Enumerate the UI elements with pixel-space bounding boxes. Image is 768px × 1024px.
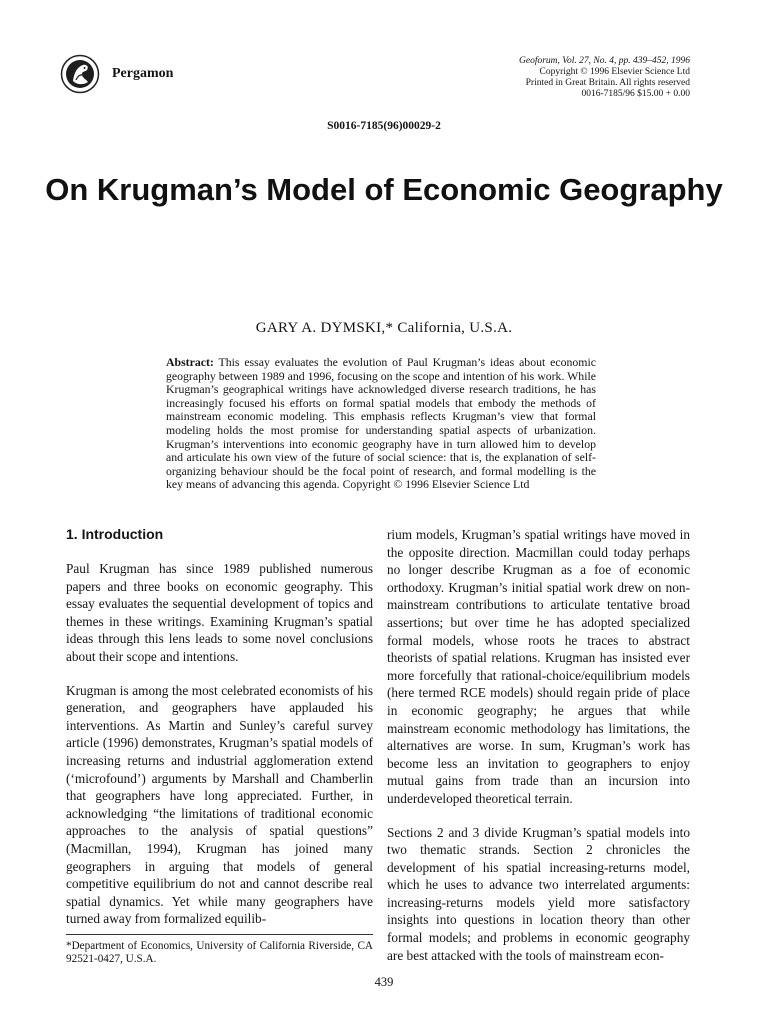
- body-paragraph: Paul Krugman has since 1989 published numerous papers and three books on economic geography. This essay evaluates the sequential development of topics and themes in these writings. Examining Krugman’s spatial ideas through this lens leads to some novel conclusions about their scope and intentions.: [66, 561, 373, 664]
- abstract: [166, 356, 596, 492]
- article-title: On Krugman’s Model of Economic Geography: [45, 172, 723, 207]
- abstract-text: This essay evaluates the evolution of Paul Krugman’s ideas about economic geography between 1989 and 1996, focusing on the scope and intention of his work. While Krugman’s geographical writings have acknowledged diverse research traditions, he has increasingly focused his efforts on formal spatial models that embody the methods of mainstream economic modeling. This emphasis reflects Krugman’s view that formal modeling holds the most promise for understanding spatial aspects of urbanization. Krugman’s interventions into economic geography have in turn allowed him to develop and articulate his own view of the future of social science: that is, the explanation of self-organizing behaviour should be the focal point of research, and formal modelling is the key means of advancing this agenda. Copyright © 1996 Elsevier Science Ltd: [166, 355, 596, 492]
- citation-line: 0016-7185/96 $15.00 + 0.00: [581, 89, 690, 99]
- journal-citation: [430, 56, 690, 100]
- footnote-divider: [66, 934, 373, 935]
- article-identifier: S0016-7185(96)00029-2: [327, 120, 441, 132]
- left-column: [66, 560, 373, 944]
- citation-line: Printed in Great Britain. All rights reserved: [525, 78, 690, 88]
- citation-line: Geoforum, Vol. 27, No. 4, pp. 439–452, 1996: [519, 56, 690, 66]
- body-paragraph: Sections 2 and 3 divide Krugman’s spatial models into two thematic strands. Section 2 chronicles the development of his spatial increasing-returns model, which he uses to advance two interrelated arguments: increasing-returns models yield more satisfactory insights into questions in location theory than other formal models; and problems in economic geography are best attacked with the tools of mainstream econ-: [387, 824, 690, 963]
- abstract-label: Abstract:: [166, 355, 214, 369]
- section-heading: 1. Introduction: [66, 526, 164, 542]
- body-paragraph: Krugman is among the most celebrated economists of his generation, and geographers have applauded his interventions. As Martin and Sunley’s careful survey article (1996) demonstrates, Krugman’s spatial models of increasing returns and industrial agglomeration extend (‘microfound’) arguments by Marshall and Chamberlin that geographers have long appreciated. Further, in acknowledging “the limitations of traditional economic approaches to the analysis of spatial questions” (Macmillan, 1994), Krugman has joined many geographers in arguing that models of general competitive equilibrium do not and cannot describe real spatial dynamics. Yet while many geographers have turned away from formalized equilib-: [66, 682, 373, 927]
- publisher-name: Pergamon: [112, 66, 174, 81]
- right-column: [387, 526, 690, 980]
- author-footnote: *Department of Economics, University of California Riverside, CA 92521-0427, U.S.A.: [66, 940, 373, 965]
- body-paragraph: rium models, Krugman’s spatial writings have moved in the opposite direction. Macmillan could today perhaps no longer describe Krugman as a foe of economic orthodoxy. Krugman’s initial spatial work drew on non-mainstream contributions to articulate tentative broad assertions; but over time he has adopted specialized formal models, whose roots he traces to abstract theorists of spatial relations. Krugman has insisted ever more forcefully that rational-choice/equilibrium models (here termed RCE models) should regain pride of place in economic geography; he argues that while mainstream economic methodology has limitations, the alternatives are worse. In sum, Krugman’s work has become less an invitation to geographers to enjoy mutual gains from trade than an incursion into underdeveloped theoretical terrain.: [387, 527, 690, 806]
- article-author: GARY A. DYMSKI,* California, U.S.A.: [255, 320, 513, 336]
- pergamon-logo-icon: [60, 54, 100, 94]
- page-number: 439: [374, 975, 394, 989]
- citation-line: Copyright © 1996 Elsevier Science Ltd: [539, 67, 690, 77]
